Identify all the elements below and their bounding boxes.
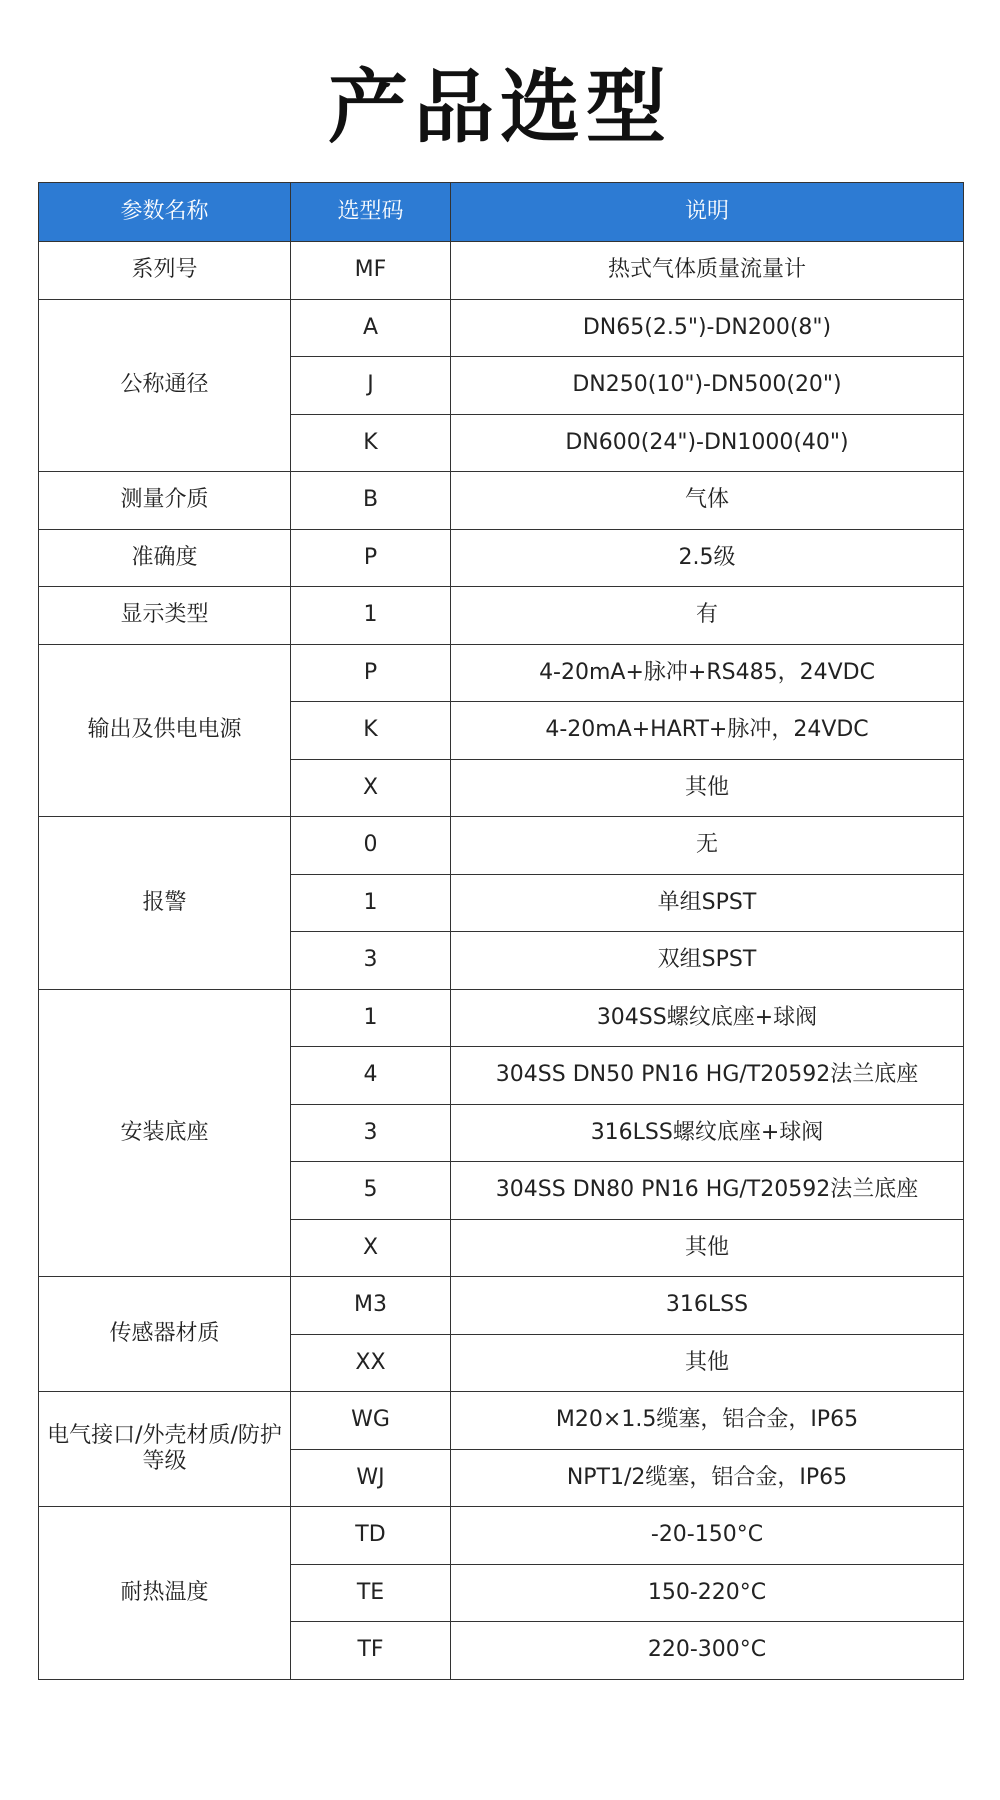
code-cell: 1	[291, 874, 451, 932]
description-cell: 其他	[451, 1219, 964, 1277]
param-name-cell: 报警	[39, 817, 291, 990]
table-row	[39, 1392, 964, 1450]
table-row	[39, 299, 964, 357]
code-cell: K	[291, 414, 451, 472]
param-name-cell: 公称通径	[39, 299, 291, 472]
table-row	[39, 1277, 964, 1335]
code-cell: 3	[291, 1104, 451, 1162]
code-cell: 0	[291, 817, 451, 875]
param-name-cell: 耐热温度	[39, 1507, 291, 1680]
param-name-cell: 安装底座	[39, 989, 291, 1277]
header-code: 选型码	[291, 183, 451, 242]
table-row	[39, 529, 964, 587]
code-cell: K	[291, 702, 451, 760]
description-cell: 304SS螺纹底座+球阀	[451, 989, 964, 1047]
table-row	[39, 1507, 964, 1565]
header-row	[39, 183, 964, 242]
description-cell: 热式气体质量流量计	[451, 242, 964, 300]
description-cell: 单组SPST	[451, 874, 964, 932]
param-name-cell: 输出及供电电源	[39, 644, 291, 817]
description-cell: 316LSS螺纹底座+球阀	[451, 1104, 964, 1162]
selection-table	[38, 182, 964, 1680]
code-cell: X	[291, 1219, 451, 1277]
description-cell: 304SS DN50 PN16 HG/T20592法兰底座	[451, 1047, 964, 1105]
code-cell: B	[291, 472, 451, 530]
description-cell: DN600(24")-DN1000(40")	[451, 414, 964, 472]
code-cell: M3	[291, 1277, 451, 1335]
description-cell: 无	[451, 817, 964, 875]
code-cell: 1	[291, 587, 451, 645]
code-cell: 5	[291, 1162, 451, 1220]
param-name-cell: 传感器材质	[39, 1277, 291, 1392]
code-cell: TF	[291, 1622, 451, 1680]
description-cell: 220-300°C	[451, 1622, 964, 1680]
description-cell: -20-150°C	[451, 1507, 964, 1565]
page-title: 产品选型	[328, 61, 672, 154]
table-row	[39, 472, 964, 530]
header-param-name: 参数名称	[39, 183, 291, 242]
param-name-cell: 显示类型	[39, 587, 291, 645]
description-cell: 其他	[451, 759, 964, 817]
code-cell: WJ	[291, 1449, 451, 1507]
description-cell: 304SS DN80 PN16 HG/T20592法兰底座	[451, 1162, 964, 1220]
table-row	[39, 242, 964, 300]
code-cell: P	[291, 529, 451, 587]
param-name-cell: 准确度	[39, 529, 291, 587]
header-description: 说明	[451, 183, 964, 242]
description-cell: 双组SPST	[451, 932, 964, 990]
code-cell: A	[291, 299, 451, 357]
description-cell: DN65(2.5")-DN200(8")	[451, 299, 964, 357]
code-cell: TE	[291, 1564, 451, 1622]
table-header	[39, 183, 964, 242]
code-cell: MF	[291, 242, 451, 300]
description-cell: 有	[451, 587, 964, 645]
param-name-cell: 电气接口/外壳材质/防护等级	[39, 1392, 291, 1507]
description-cell: DN250(10")-DN500(20")	[451, 357, 964, 415]
table-row	[39, 587, 964, 645]
description-cell: 150-220°C	[451, 1564, 964, 1622]
description-cell: NPT1/2缆塞，铝合金，IP65	[451, 1449, 964, 1507]
param-name-cell: 系列号	[39, 242, 291, 300]
code-cell: XX	[291, 1334, 451, 1392]
table-row	[39, 644, 964, 702]
code-cell: P	[291, 644, 451, 702]
code-cell: 1	[291, 989, 451, 1047]
description-cell: 4-20mA+脉冲+RS485，24VDC	[451, 644, 964, 702]
description-cell: 4-20mA+HART+脉冲，24VDC	[451, 702, 964, 760]
description-cell: 316LSS	[451, 1277, 964, 1335]
description-cell: M20×1.5缆塞，铝合金，IP65	[451, 1392, 964, 1450]
code-cell: 4	[291, 1047, 451, 1105]
description-cell: 其他	[451, 1334, 964, 1392]
code-cell: TD	[291, 1507, 451, 1565]
table-body	[39, 242, 964, 1680]
table-row	[39, 817, 964, 875]
code-cell: 3	[291, 932, 451, 990]
code-cell: J	[291, 357, 451, 415]
table-row	[39, 989, 964, 1047]
description-cell: 气体	[451, 472, 964, 530]
code-cell: WG	[291, 1392, 451, 1450]
description-cell: 2.5级	[451, 529, 964, 587]
code-cell: X	[291, 759, 451, 817]
param-name-cell: 测量介质	[39, 472, 291, 530]
